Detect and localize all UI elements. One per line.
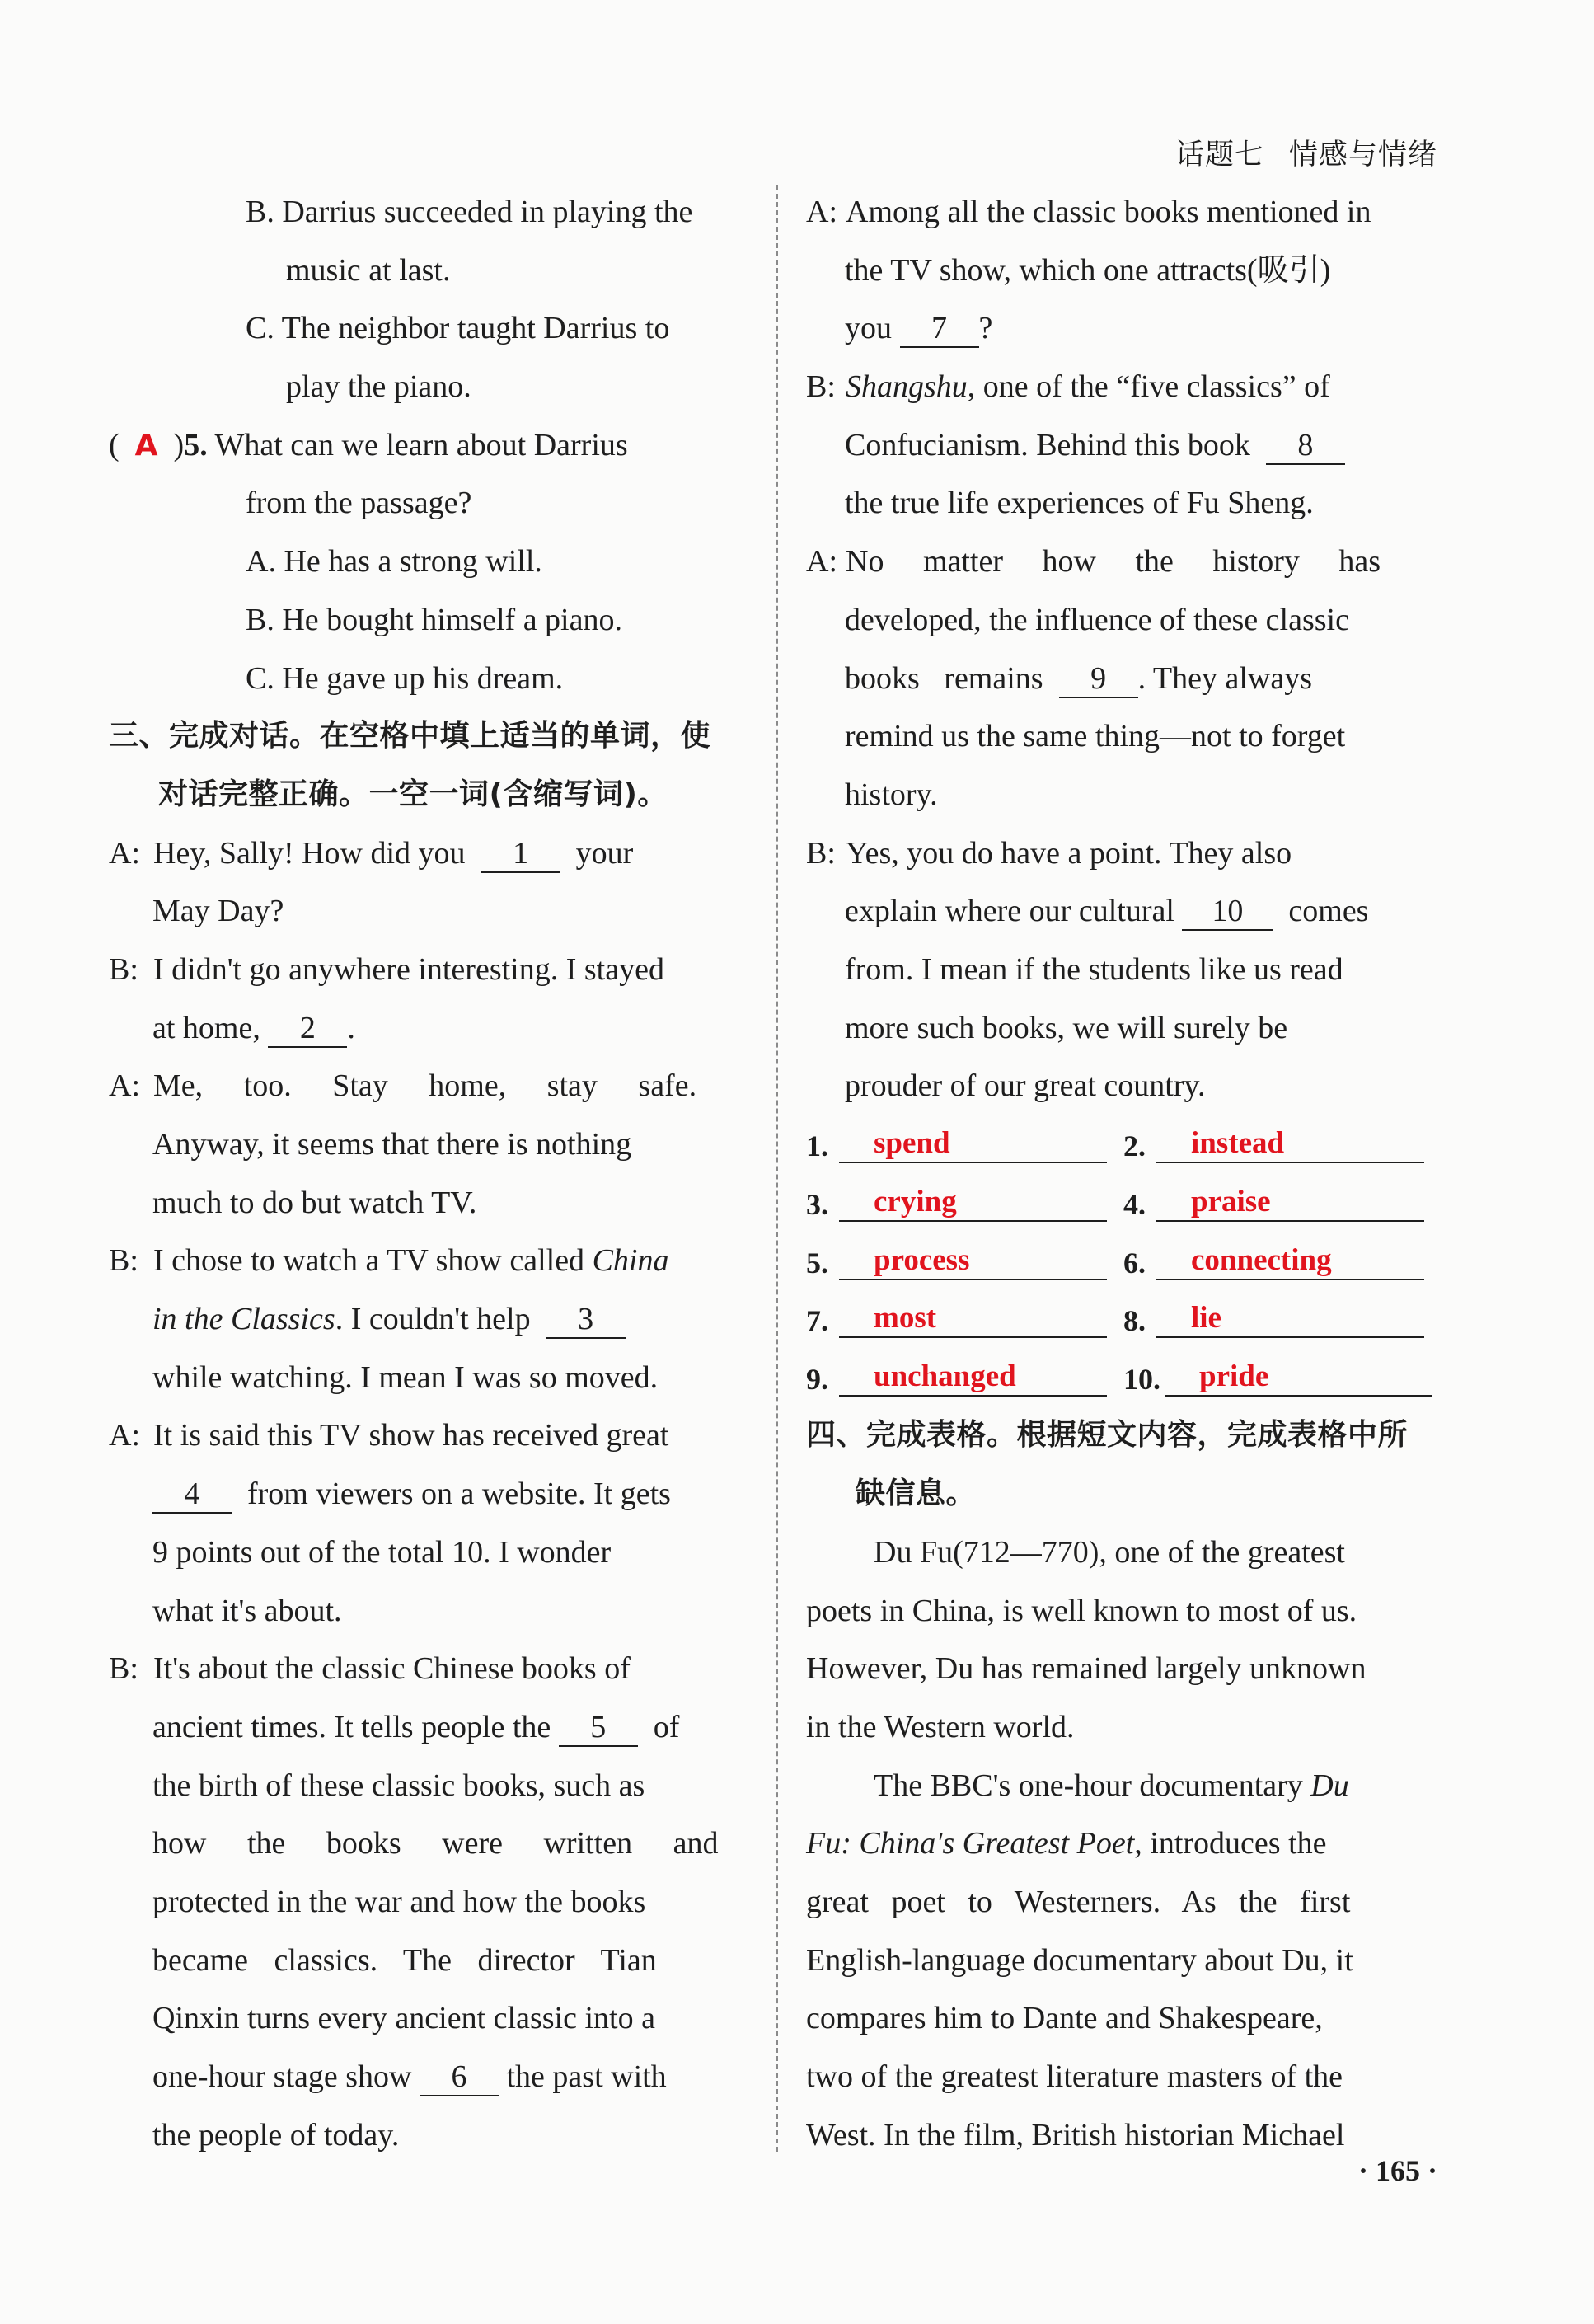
answer-cell: 6. connecting	[1123, 1242, 1441, 1280]
answer-cell: 4. praise	[1123, 1184, 1441, 1222]
passage-line: great poet to Westerners. As the first	[806, 1884, 1351, 1919]
dialog-line: much to do but watch TV.	[152, 1185, 477, 1220]
dialog-line: one-hour stage show 6 the past with	[109, 2048, 748, 2106]
blank-4[interactable]: 4	[152, 1476, 232, 1514]
left-column	[109, 183, 748, 2164]
dialog-line: books remains 9 . They always	[806, 650, 1441, 708]
passage-line: The BBC's one-hour documentary Du	[874, 1768, 1349, 1803]
blank-5[interactable]: 5	[559, 1709, 638, 1747]
answer-cell: 3. crying	[806, 1184, 1123, 1222]
dialog-line: while watching. I mean I was so moved.	[152, 1359, 659, 1395]
dialog-line: from. I mean if the students like us read	[845, 951, 1343, 987]
dialog-line: more such books, we will surely be	[845, 1010, 1288, 1045]
answer-row	[806, 1290, 1441, 1349]
dialog-line: became classics. The director Tian	[152, 1942, 657, 1978]
question-number: 5.	[184, 427, 208, 462]
blank-2[interactable]: 2	[268, 1010, 347, 1048]
dialog-line: how the books were written and	[152, 1826, 719, 1862]
blank-1[interactable]: 1	[481, 835, 560, 873]
option-b-cont: music at last.	[286, 252, 451, 288]
dialog-line: B: Yes, you do have a point. They also	[806, 835, 1292, 871]
dialog-line: history.	[845, 777, 938, 812]
passage-line: compares him to Dante and Shakespeare,	[806, 2001, 1323, 2036]
dialog-line: 9 points out of the total 10. I wonder	[152, 1534, 612, 1570]
dialog-line: A: No matter how the history has	[806, 544, 1381, 580]
answer-cell: 9. unchanged	[806, 1359, 1123, 1397]
dialog-line: Anyway, it seems that there is nothing	[152, 1127, 632, 1162]
section-4-heading: 四、完成表格。根据短文内容，完成表格中所	[806, 1418, 1409, 1453]
dialog-line: the true life experiences of Fu Sheng.	[845, 486, 1314, 521]
dialog-line: developed, the influence of these classic	[845, 602, 1349, 637]
answer-row	[806, 1232, 1441, 1290]
dialog-line: A: Me, too. Stay home, stay safe.	[109, 1068, 697, 1104]
answer-row	[806, 1115, 1441, 1174]
dialog-line: in the Classics. I couldn't help 3	[109, 1290, 748, 1349]
passage-line: poets in China, is well known to most of us.	[806, 1593, 1357, 1628]
question-5: ( A )5. What can we learn about Darrius	[109, 427, 628, 462]
answer-value: instead	[1156, 1125, 1424, 1163]
answer-mark: A	[134, 428, 158, 462]
passage-line: two of the greatest literature masters of the	[806, 2059, 1343, 2094]
answer-value: connecting	[1156, 1242, 1424, 1280]
section-3-heading-cont: 对话完整正确。一空一词(含缩写词)。	[158, 777, 668, 811]
passage-line: Fu: China's Greatest Poet, introduces the	[806, 1826, 1327, 1862]
page-number: · 165 ·	[1357, 2154, 1437, 2187]
answer-value: praise	[1156, 1184, 1424, 1222]
blank-3[interactable]: 3	[546, 1301, 626, 1339]
dialog-line: Confucianism. Behind this book 8	[806, 416, 1441, 475]
section-3-heading: 三、完成对话。在空格中填上适当的单词，使	[109, 719, 711, 754]
answer-value: crying	[839, 1184, 1107, 1222]
answer-cell: 7. most	[806, 1300, 1123, 1338]
section-4-heading-cont: 缺信息。	[856, 1477, 977, 1511]
dialog-line: May Day?	[152, 894, 284, 929]
dialog-line: the TV show, which one attracts(吸引)	[845, 252, 1331, 288]
blank-6[interactable]: 6	[420, 2059, 499, 2096]
answer-cell: 10. pride	[1123, 1359, 1441, 1397]
dialog-line: at home, 2 .	[109, 999, 748, 1058]
passage-line: However, Du has remained largely unknown	[806, 1651, 1367, 1687]
dialog-line: 4 from viewers on a website. It gets	[109, 1465, 748, 1524]
option-b: B. Darrius succeeded in playing the	[246, 195, 693, 229]
blank-9[interactable]: 9	[1059, 660, 1138, 698]
dialog-line: protected in the war and how the books	[152, 1884, 646, 1919]
topic-label: 话题七	[1174, 139, 1264, 171]
answer-value: process	[839, 1242, 1107, 1280]
dialog-line: remind us the same thing—not to forget	[845, 719, 1346, 754]
option-b: B. He bought himself a piano.	[246, 602, 622, 637]
answer-grid	[806, 1115, 1441, 1406]
answer-row	[806, 1174, 1441, 1232]
answer-cell: 5. process	[806, 1242, 1123, 1280]
column-divider	[776, 185, 778, 2152]
dialog-line: the birth of these classic books, such as	[152, 1768, 645, 1803]
dialog-line: the people of today.	[152, 2117, 400, 2153]
answer-value: spend	[839, 1125, 1107, 1163]
dialog-line: B: Shangshu, one of the “five classics” of	[806, 369, 1330, 405]
blank-10[interactable]: 10	[1182, 893, 1273, 931]
option-a: A. He has a strong will.	[246, 544, 542, 580]
dialog-line: B: I chose to watch a TV show called China	[109, 1243, 669, 1279]
answer-cell: 2. instead	[1123, 1125, 1441, 1163]
dialog-line: A: It is said this TV show has received great	[109, 1418, 669, 1453]
answer-cell: 8. lie	[1123, 1300, 1441, 1338]
answer-cell: 1. spend	[806, 1125, 1123, 1163]
option-c: C. The neighbor taught Darrius to	[246, 311, 670, 346]
dialog-line: A: Among all the classic books mentioned in	[806, 195, 1371, 229]
dialog-line: A: Hey, Sally! How did you 1 your	[109, 824, 748, 883]
dialog-line: B: It's about the classic Chinese books of	[109, 1651, 631, 1687]
dialog-line: explain where our cultural 10 comes	[806, 882, 1441, 941]
page-header	[1175, 132, 1437, 173]
topic-title: 情感与情绪	[1288, 139, 1437, 171]
passage-line: Du Fu(712—770), one of the greatest	[874, 1534, 1345, 1570]
answer-value: lie	[1156, 1300, 1424, 1338]
option-c: C. He gave up his dream.	[246, 660, 564, 696]
answer-value: most	[839, 1300, 1107, 1338]
option-c-cont: play the piano.	[286, 369, 471, 405]
passage-line: English-language documentary about Du, it	[806, 1942, 1353, 1978]
dialog-line: prouder of our great country.	[845, 1068, 1206, 1104]
dialog-line: B: I didn't go anywhere interesting. I stayed	[109, 951, 664, 987]
passage-line: in the Western world.	[806, 1709, 1075, 1744]
dialog-line: you 7 ?	[806, 299, 1441, 358]
dialog-line: ancient times. It tells people the 5 of	[109, 1698, 748, 1757]
blank-7[interactable]: 7	[900, 310, 979, 348]
question-5-cont: from the passage?	[246, 486, 472, 521]
answer-value: unchanged	[839, 1359, 1107, 1397]
answer-value: pride	[1165, 1359, 1432, 1397]
answer-row	[806, 1349, 1441, 1407]
dialog-line: what it's about.	[152, 1593, 342, 1628]
question-text: What can we learn about Darrius	[214, 427, 628, 462]
blank-8[interactable]: 8	[1266, 427, 1345, 465]
right-column	[806, 183, 1441, 2164]
passage-line: West. In the film, British historian Michael	[806, 2117, 1345, 2153]
dialog-line: Qinxin turns every ancient classic into a	[152, 2001, 655, 2036]
